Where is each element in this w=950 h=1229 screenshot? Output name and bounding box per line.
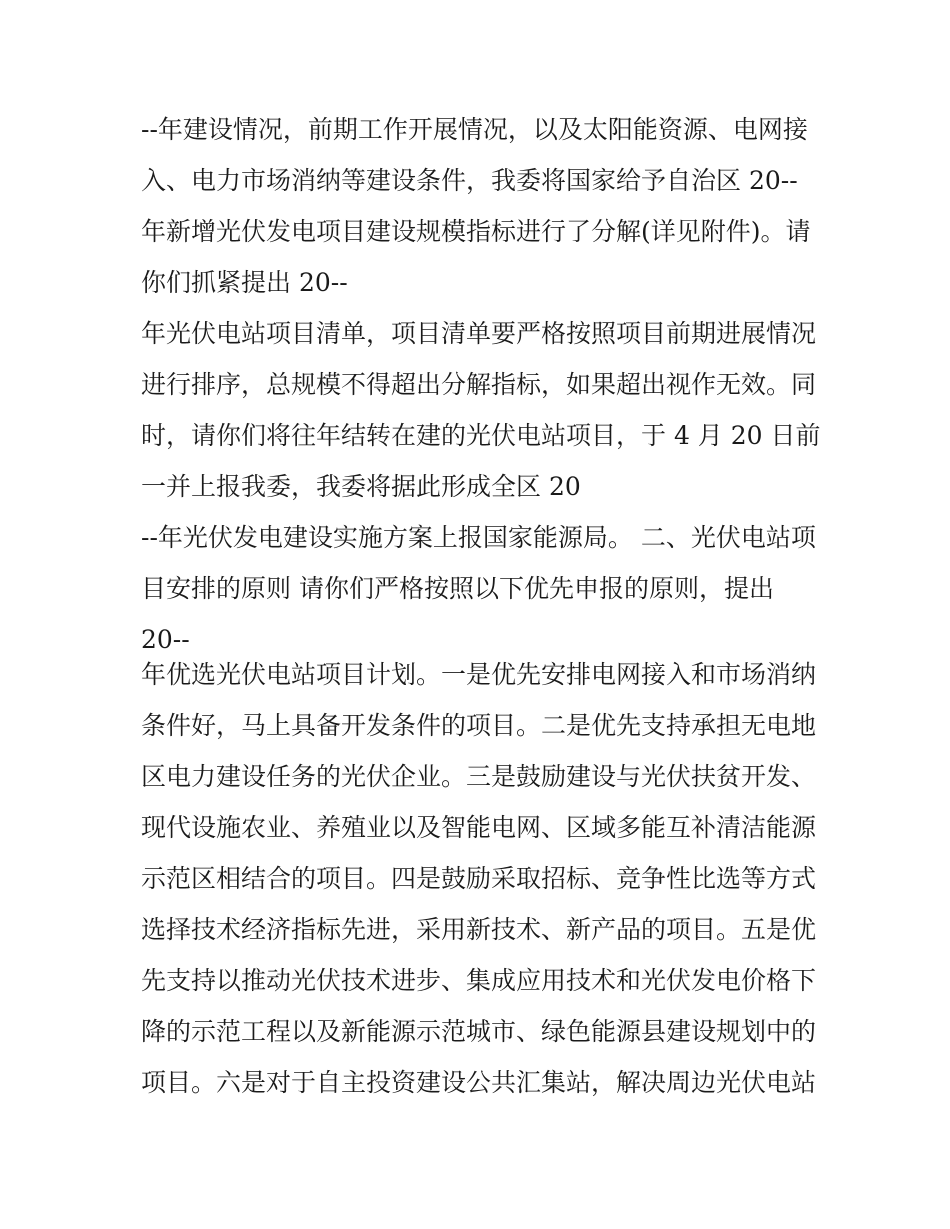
text-line: 降的示范工程以及新能源示范城市、绿色能源县建设规划中的 [141, 1017, 817, 1046]
text-line: --年光伏发电建设实施方案上报国家能源局。 二、光伏电站项 [141, 523, 816, 552]
text-line: 进行排序，总规模不得超出分解指标，如果超出视作无效。同 [141, 370, 817, 399]
text-line: 时，请你们将往年结转在建的光伏电站项目，于 4 月 20 日前 [141, 421, 821, 450]
text-line: 区电力建设任务的光伏企业。三是鼓励建设与光伏扶贫开发、 [141, 762, 817, 791]
text-line: 年光伏电站项目清单，项目清单要严格按照项目前期进展情况 [141, 319, 817, 348]
body-text [141, 108, 841, 1112]
text-line: 一并上报我委，我委将据此形成全区 20 [141, 472, 581, 501]
text-line: --年建设情况，前期工作开展情况，以及太阳能资源、电网接 [141, 115, 808, 144]
text-line: 先支持以推动光伏技术进步、集成应用技术和光伏发电价格下 [141, 966, 817, 995]
text-line: 示范区相结合的项目。四是鼓励采取招标、竞争性比选等方式 [141, 864, 817, 893]
text-line: 年新增光伏发电项目建设规模指标进行了分解(详见附件)。请 [141, 217, 811, 246]
text-line: 条件好，马上具备开发条件的项目。二是优先支持承担无电地 [141, 711, 817, 740]
text-line: 入、电力市场消纳等建设条件，我委将国家给予自治区 20-- [141, 166, 798, 195]
text-line: 20-- [141, 625, 190, 654]
text-line: 年优选光伏电站项目计划。一是优先安排电网接入和市场消纳 [141, 660, 817, 689]
text-line: 选择技术经济指标先进，采用新技术、新产品的项目。五是优 [141, 915, 817, 944]
text-line: 你们抓紧提出 20-- [141, 268, 348, 297]
text-line: 目安排的原则 请你们严格按照以下优先申报的原则，提出 [141, 574, 774, 603]
text-line: 现代设施农业、养殖业以及智能电网、区域多能互补清洁能源 [141, 813, 817, 842]
text-line: 项目。六是对于自主投资建设公共汇集站，解决周边光伏电站 [141, 1068, 817, 1097]
